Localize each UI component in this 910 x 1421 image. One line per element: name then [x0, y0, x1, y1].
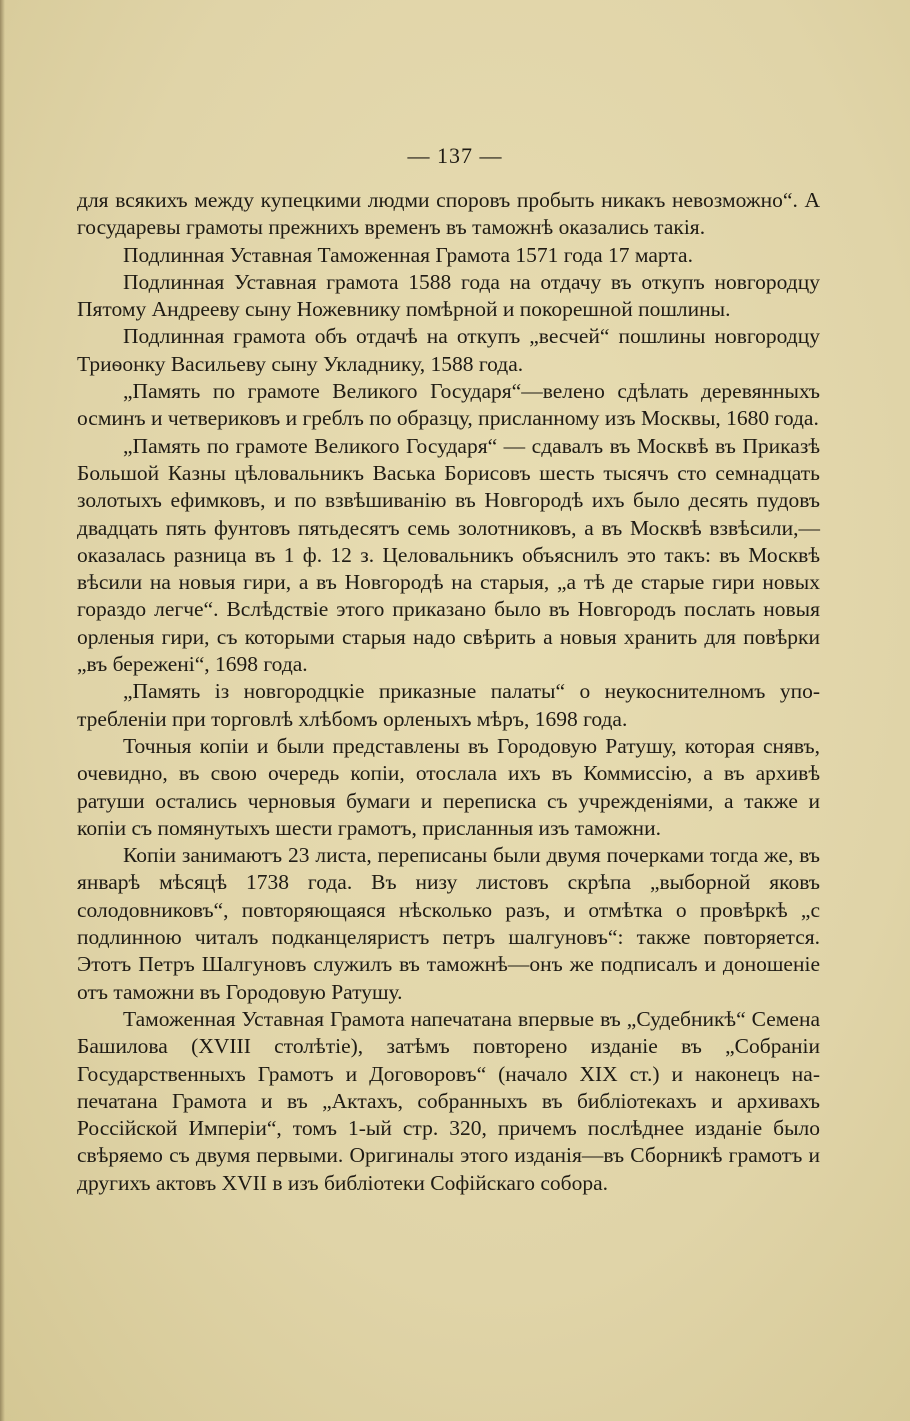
page-number: — 137 — [407, 143, 503, 168]
paragraph-2: Подлинная Уставная Таможенная Грамота 1571 года 17 марта. [123, 242, 693, 267]
paragraph-7: „Память із новгородцкіе приказные палаты“ о неукоснителномъ употребленіи при торговлѣ хлѣбомъ орленыхъ мѣръ, 1698 года. [77, 679, 820, 731]
paragraph-9: Копіи занимаютъ 23 листа, переписаны были двумя почерками тогда же, въ январѣ мѣсяцѣ 1738 года. Въ низу листовъ скрѣпа „выборной яковъ солодовниковъ“, повторяющаяся нѣсколько разъ, и отмѣтка о провѣркѣ „с подлинною читалъ подканцеляристъ петръ шалгуновъ“: также повторяется. Этотъ Петръ Шалгуновъ служилъ въ таможнѣ—онъ же подписалъ и доношеніе отъ таможни въ Городовую Ратушу. [77, 843, 820, 1004]
paragraph-8: Точныя копіи и были представлены въ Городовую Ратушу, которая снявъ, очевидно, въ свою очередь копіи, отослала ихъ въ Коммиссію, а въ архивѣ ратуши остались черновыя бумаги и переписка съ учрежденіями, а также и копіи съ помянутыхъ шести грамотъ, присланныя изъ таможни. [77, 733, 820, 840]
body-text [77, 187, 820, 1197]
paragraph-1: для всякихъ между купецкими людми споровъ пробыть никакъ невозможно“. А государевы грамоты прежнихъ временъ въ таможнѣ оказались такія. [77, 188, 820, 240]
paragraph-4: Подлинная грамота объ отдачѣ на откупъ „весчей“ пошлины новгородцу Триѳонку Васильеву сыну Укладнику, 1588 года. [77, 324, 820, 376]
page-edge-shadow [0, 0, 5, 1421]
paragraph-3: Подлинная Уставная грамота 1588 года на отдачу въ откупъ новгородцу Пятому Андрееву сыну Ножевнику помѣрной и покорешной пошлины. [77, 269, 820, 322]
paragraph-5: „Память по грамоте Великого Государя“—велено сдѣлать деревянныхъ осминъ и четвериковъ и греблъ по образцу, присланному изъ Москвы, 1680 года. [77, 379, 820, 431]
paragraph-6: „Память по грамоте Великого Государя“ — сдавалъ въ Москвѣ въ Приказѣ Большой Казны цѣловальникъ Васька Борисовъ шесть тысячъ сто семнадцать золотыхъ ефимковъ, и по взвѣшиванію въ Новгородѣ ихъ было десять пудовъ двадцать пять фунтовъ пятьдесятъ семь золотниковъ, а въ Москвѣ взвѣсили,—оказалась разница въ 1 ф. 12 з. Целовальникъ объяснилъ это такъ: въ Москвѣ вѣсили на новыя гири, а въ Новгородѣ на старыя, „а тѣ де старые гири новых гораздо легче“. Вслѣдствіе этого приказано было въ Новгородъ послать новыя орленыя гири, съ которыми старыя надо свѣрить а новыя хранить для повѣрки „въ бережені“, 1698 года. [77, 433, 820, 677]
paragraph-10: Таможенная Уставная Грамота напечатана впервые въ „Судебникѣ“ Семена Башилова (XVIII столѣтіе), затѣмъ повторено изданіе въ „Собраніи Государственныхъ Грамотъ и Договоровъ“ (начало XIX ст.) и наконецъ напечатана Грамота и въ „Актахъ, собранныхъ въ библіотекахъ и архивахъ Россійской Имперіи“, томъ 1-ый стр. 320, причемъ послѣднее изданіе было свѣряемо съ двумя первыми. Оригиналы этого изданія—въ Сборникѣ грамотъ и другихъ актовъ XVII в изъ библіотеки Софійскаго собора. [77, 1006, 820, 1195]
